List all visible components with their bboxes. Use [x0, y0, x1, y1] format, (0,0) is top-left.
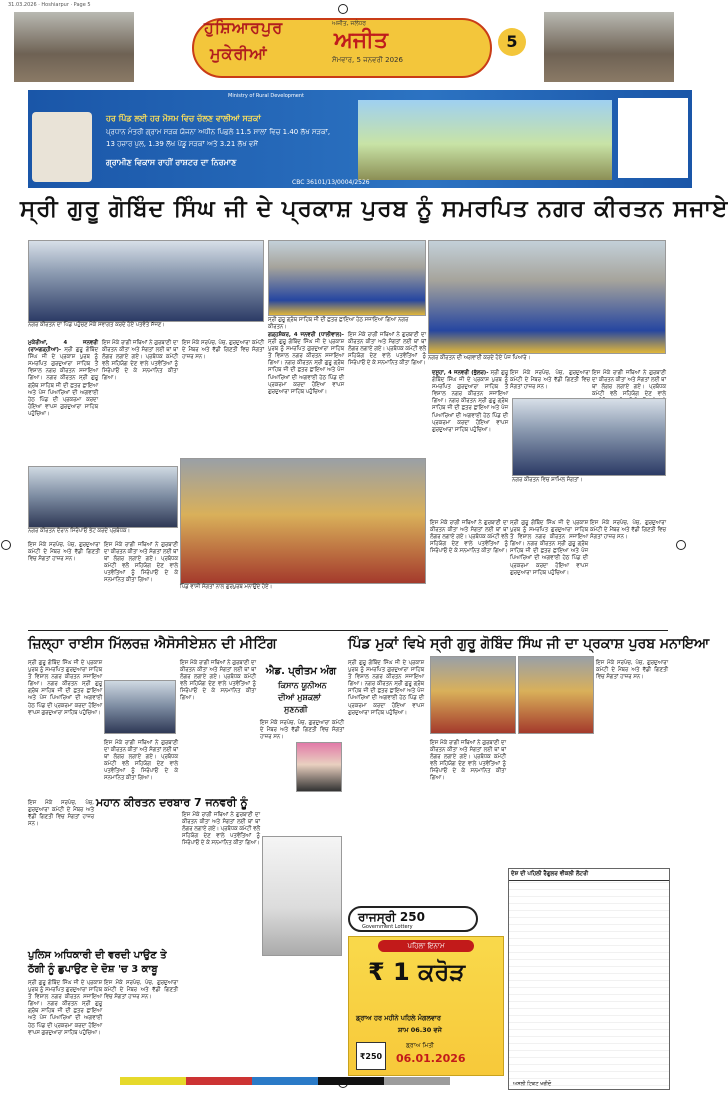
- body-p3-c: ਇਸ ਮੌਕੇ ਸਰਪੰਚ, ਪੰਚ, ਗੁਰਦੁਆਰਾ ਕਮੇਟੀ ਦੇ ਮੈਂਬਰ ਅਤੇ ਵੱਡੀ ਗਿਣਤੀ ਵਿਚ ਸੰਗਤਾਂ ਹਾਜ਼ਰ ਸਨ।: [510, 370, 590, 391]
- ad-logo-panel: [618, 98, 688, 178]
- rice-body-4: ਇਸ ਮੌਕੇ ਰਾਗੀ ਜਥਿਆਂ ਨੇ ਗੁਰਬਾਣੀ ਦਾ ਕੀਰਤਨ ਕੀਤਾ ਅਤੇ ਸੰਗਤਾਂ ਲਈ ਥਾਂ ਥਾਂ ਲੰਗਰ ਲਗਾਏ ਗਏ। ਪ੍ਰਬੰਧਕ ਕਮੇਟੀ ਵਲੋਂ ਸਹਿਯੋਗ ਦੇਣ ਵਾਲੇ ਪਤਵੰਤਿਆਂ ਨੂੰ ਸਿਰੋਪਾਓ ਦੇ ਕੇ ਸਨਮਾਨਿਤ ਕੀਤਾ ਗਿਆ।: [104, 740, 178, 782]
- caption-2: ਸ੍ਰੀ ਗੁਰੂ ਗ੍ਰੰਥ ਸਾਹਿਬ ਜੀ ਦੀ ਛਤਰ ਛਾਇਆ ਹੇਠ ਸਜਾਇਆ ਗਿਆ ਨਗਰ ਕੀਰਤਨ।: [268, 317, 426, 331]
- body-p2-b: ਇਸ ਮੌਕੇ ਰਾਗੀ ਜਥਿਆਂ ਨੇ ਗੁਰਬਾਣੀ ਦਾ ਕੀਰਤਨ ਕੀਤਾ ਅਤੇ ਸੰਗਤਾਂ ਲਈ ਥਾਂ ਥਾਂ ਲੰਗਰ ਲਗਾਏ ਗਏ। ਪ੍ਰਬੰਧਕ ਕਮੇਟੀ ਵਲੋਂ ਸਹਿਯੋਗ ਦੇਣ ਵਾਲੇ ਪਤਵੰਤਿਆਂ ਨੂੰ ਸਿਰੋਪਾਓ ਦੇ ਕੇ ਸਨਮਾਨਿਤ ਕੀਤਾ ਗਿਆ।: [348, 332, 426, 367]
- mukan-col-1: [348, 660, 424, 860]
- government-ad: [28, 90, 692, 188]
- article-col-6: [28, 542, 100, 614]
- kisan-headline-1: ਐਡ. ਪ੍ਰੀਤਮ ਅੰਗ: [266, 666, 337, 677]
- body-p3-a: ਇਸ ਮੌਕੇ ਸਰਪੰਚ, ਪੰਚ, ਗੁਰਦੁਆਰਾ ਕਮੇਟੀ ਦੇ ਮੈਂਬਰ ਅਤੇ ਵੱਡੀ ਗਿਣਤੀ ਵਿਚ ਸੰਗਤਾਂ ਹਾਜ਼ਰ ਸਨ।: [182, 340, 264, 361]
- police-col-2: [104, 980, 178, 1072]
- byline-2: ਗੜ੍ਹਸ਼ੰਕਰ, 4 ਜਨਵਰੀ (ਧਾਲੀਵਾਲ)-: [268, 332, 344, 338]
- photo-ceremony: [180, 458, 426, 584]
- rice-col-1: [28, 660, 102, 788]
- article-col-5: [348, 332, 426, 456]
- photo-nishan: [512, 398, 666, 476]
- classified-footer: ਅਸਲੀ ਟਿਕਟ ਖਰੀਦੋ: [513, 1081, 552, 1087]
- ad-org: Ministry of Rural Development: [228, 93, 305, 99]
- classified-ads: [508, 868, 670, 1090]
- caption-3: ਨਗਰ ਕੀਰਤਨ ਦੀ ਅਗਵਾਈ ਕਰਦੇ ਹੋਏ ਪੰਜ ਪਿਆਰੇ।: [428, 355, 666, 362]
- city-line-2: ਮੁਕੇਰੀਆਂ: [210, 44, 268, 63]
- ticket-price: ₹250: [356, 1042, 386, 1070]
- masthead: [14, 12, 674, 84]
- article-col-7: [104, 542, 178, 614]
- police-headline-1: ਪੁਲਿਸ ਅਧਿਕਾਰੀ ਦੀ ਵਰਦੀ ਪਾਉਣ ਤੇ: [28, 950, 167, 961]
- caption-5: ਪਿੰਡ ਵਾਸੀ ਸੰਗਤਾਂ ਨਾਲ ਗੁਰਪੁਰਬ ਮਨਾਉਂਦੇ ਹੋਏ।: [180, 584, 426, 591]
- caption-6: ਨਗਰ ਕੀਰਤਨ ਵਿਚ ਸ਼ਾਮਿਲ ਸੰਗਤਾਂ।: [512, 477, 666, 484]
- kisan-headline-2: ਕਿਸਾਨ ਯੂਨੀਅਨ: [278, 681, 327, 690]
- photo-meeting: [104, 680, 176, 734]
- article-col-11: [430, 520, 508, 624]
- city-line-1: ਹੁਸ਼ਿਆਰਪੁਰ: [204, 18, 284, 37]
- body-p3-d: ਇਸ ਮੌਕੇ ਸਰਪੰਚ, ਪੰਚ, ਗੁਰਦੁਆਰਾ ਕਮੇਟੀ ਦੇ ਮੈਂਬਰ ਅਤੇ ਵੱਡੀ ਗਿਣਤੀ ਵਿਚ ਸੰਗਤਾਂ ਹਾਜ਼ਰ ਸਨ।: [590, 520, 666, 541]
- article-col-9: [510, 370, 590, 400]
- article-col-12: [510, 520, 588, 624]
- photo-mukan-2: [518, 656, 594, 734]
- draw-date-label: ਡ੍ਰਾਅ ਮਿਤੀ: [406, 1042, 434, 1049]
- caption-1: ਨਗਰ ਕੀਰਤਨ ਦਾ ਪਿੰਡ ਪਹੁੰਚਣ ਮੌਕੇ ਸਵਾਗਤ ਕਰਦੇ ਹੋਏ ਪਤਵੰਤੇ ਸੱਜਣ।: [28, 322, 264, 329]
- ad-code: CBC 36101/13/0004/2526: [292, 179, 370, 186]
- masthead-small: ਅਜੀਤ, ਜਲੰਧਰ: [332, 20, 367, 27]
- ad-line-2: 13 ਹਜ਼ਾਰ ਪੁਲ, 1.39 ਲੱਖ ਪੇਂਡੂ ਸੜਕਾਂ ਅਤੇ 3.21 ਲੱਖ ਵਸੋਂ: [106, 140, 258, 148]
- police-body-1: ਸ੍ਰੀ ਗੁਰੂ ਗੋਬਿੰਦ ਸਿੰਘ ਜੀ ਦੇ ਪ੍ਰਕਾਸ਼ ਪੁਰਬ ਨੂੰ ਸਮਰਪਿਤ ਗੁਰਦੁਆਰਾ ਸਾਹਿਬ ਤੋਂ ਵਿਸ਼ਾਲ ਨਗਰ ਕੀਰਤਨ ਸਜਾਇਆ ਗਿਆ। ਨਗਰ ਕੀਰਤਨ ਸ੍ਰੀ ਗੁਰੂ ਗ੍ਰੰਥ ਸਾਹਿਬ ਜੀ ਦੀ ਛਤਰ ਛਾਇਆ ਅਤੇ ਪੰਜ ਪਿਆਰਿਆਂ ਦੀ ਅਗਵਾਈ ਹੇਠ ਪਿੰਡ ਦੀ ਪ੍ਰਕਰਮਾ ਕਰਦਾ ਹੋਇਆ ਵਾਪਸ ਗੁਰਦੁਆਰਾ ਸਾਹਿਬ ਪਹੁੰਚਿਆ।: [28, 980, 102, 1036]
- rice-col-2: [180, 660, 256, 788]
- page-number: 5: [498, 28, 526, 56]
- body-p1-d: ਸ੍ਰੀ ਗੁਰੂ ਗੋਬਿੰਦ ਸਿੰਘ ਜੀ ਦੇ ਪ੍ਰਕਾਸ਼ ਪੁਰਬ ਨੂੰ ਸਮਰਪਿਤ ਗੁਰਦੁਆਰਾ ਸਾਹਿਬ ਤੋਂ ਵਿਸ਼ਾਲ ਨਗਰ ਕੀਰਤਨ ਸਜਾਇਆ ਗਿਆ। ਨਗਰ ਕੀਰਤਨ ਸ੍ਰੀ ਗੁਰੂ ਗ੍ਰੰਥ ਸਾਹਿਬ ਜੀ ਦੀ ਛਤਰ ਛਾਇਆ ਅਤੇ ਪੰਜ ਪਿਆਰਿਆਂ ਦੀ ਅਗਵਾਈ ਹੇਠ ਪਿੰਡ ਦੀ ਪ੍ਰਕਰਮਾ ਕਰਦਾ ਹੋਇਆ ਵਾਪਸ ਗੁਰਦੁਆਰਾ ਸਾਹਿਬ ਪਹੁੰਚਿਆ।: [510, 520, 588, 576]
- kisan-body: ਇਸ ਮੌਕੇ ਸਰਪੰਚ, ਪੰਚ, ਗੁਰਦੁਆਰਾ ਕਮੇਟੀ ਦੇ ਮੈਂਬਰ ਅਤੇ ਵੱਡੀ ਗਿਣਤੀ ਵਿਚ ਸੰਗਤਾਂ ਹਾਜ਼ਰ ਸਨ।: [260, 720, 344, 741]
- body-p2-c: ਇਸ ਮੌਕੇ ਰਾਗੀ ਜਥਿਆਂ ਨੇ ਗੁਰਬਾਣੀ ਦਾ ਕੀਰਤਨ ਕੀਤਾ ਅਤੇ ਸੰਗਤਾਂ ਲਈ ਥਾਂ ਥਾਂ ਲੰਗਰ ਲਗਾਏ ਗਏ। ਪ੍ਰਬੰਧਕ ਕਮੇਟੀ ਵਲੋਂ ਸਹਿਯੋਗ ਦੇਣ ਵਾਲੇ ਪਤਵੰਤਿਆਂ ਨੂੰ ਸਿਰੋਪਾਓ ਦੇ ਕੇ ਸਨਮਾਨਿਤ ਕੀਤਾ ਗਿਆ।: [104, 542, 178, 584]
- body-p3-b: ਇਸ ਮੌਕੇ ਸਰਪੰਚ, ਪੰਚ, ਗੁਰਦੁਆਰਾ ਕਮੇਟੀ ਦੇ ਮੈਂਬਰ ਅਤੇ ਵੱਡੀ ਗਿਣਤੀ ਵਿਚ ਸੰਗਤਾਂ ਹਾਜ਼ਰ ਸਨ।: [28, 542, 100, 563]
- print-slug: 31.03.2026 · Hoshiarpur · Page 5: [8, 2, 91, 8]
- body-p2-d: ਇਸ ਮੌਕੇ ਰਾਗੀ ਜਥਿਆਂ ਨੇ ਗੁਰਬਾਣੀ ਦਾ ਕੀਰਤਨ ਕੀਤਾ ਅਤੇ ਸੰਗਤਾਂ ਲਈ ਥਾਂ ਥਾਂ ਲੰਗਰ ਲਗਾਏ ਗਏ। ਪ੍ਰਬੰਧਕ ਕਮੇਟੀ ਵਲੋਂ ਸਹਿਯੋਗ ਦੇਣ ਵਾਲੇ: [592, 370, 666, 398]
- photo-sant: [262, 836, 342, 956]
- mukan-col-2: [430, 740, 506, 860]
- kirtan-darbar-headline: ਮਹਾਨ ਕੀਰਤਨ ਦਰਬਾਰ 7 ਜਨਵਰੀ ਨੂੰ: [96, 796, 248, 809]
- registration-mark: [1, 540, 11, 550]
- article-col-8: [432, 370, 508, 510]
- prize-amount: ₹ 1 ਕਰੋੜ: [368, 958, 466, 986]
- classified-top: ਦੇਸ਼ ਦੀ ਪਹਿਲੀ ਰੈਗੂਲਰ ਵੀਕਲੀ ਲੌਟਰੀ: [509, 869, 669, 881]
- rice-col-4: [104, 740, 178, 940]
- police-body-2: ਇਸ ਮੌਕੇ ਸਰਪੰਚ, ਪੰਚ, ਗੁਰਦੁਆਰਾ ਕਮੇਟੀ ਦੇ ਮੈਂਬਰ ਅਤੇ ਵੱਡੀ ਗਿਣਤੀ ਵਿਚ ਸੰਗਤਾਂ ਹਾਜ਼ਰ ਸਨ।: [104, 980, 178, 1001]
- ad-headline: ਹਰ ਪਿੰਡ ਲਈ ਹਰ ਮੌਸਮ ਵਿਚ ਚੱਲਣ ਵਾਲੀਆਂ ਸੜਕਾਂ: [106, 114, 261, 123]
- body-p1-c: ਸ੍ਰੀ ਗੁਰੂ ਗੋਬਿੰਦ ਸਿੰਘ ਜੀ ਦੇ ਪ੍ਰਕਾਸ਼ ਪੁਰਬ ਨੂੰ ਸਮਰਪਿਤ ਗੁਰਦੁਆਰਾ ਸਾਹਿਬ ਤੋਂ ਵਿਸ਼ਾਲ ਨਗਰ ਕੀਰਤਨ ਸਜਾਇਆ ਗਿਆ। ਨਗਰ ਕੀਰਤਨ ਸ੍ਰੀ ਗੁਰੂ ਗ੍ਰੰਥ ਸਾਹਿਬ ਜੀ ਦੀ ਛਤਰ ਛਾਇਆ ਅਤੇ ਪੰਜ ਪਿਆਰਿਆਂ ਦੀ ਅਗਵਾਈ ਹੇਠ ਪਿੰਡ ਦੀ ਪ੍ਰਕਰਮਾ ਕਰਦਾ ਹੋਇਆ ਵਾਪਸ ਗੁਰਦੁਆਰਾ ਸਾਹਿਬ ਪਹੁੰਚਿਆ।: [432, 370, 508, 433]
- mukan-headline: ਪਿੰਡ ਮੁਕਾਂ ਵਿਖੇ ਸ੍ਰੀ ਗੁਰੂ ਗੋਬਿੰਦ ਸਿੰਘ ਜੀ ਦਾ ਪ੍ਰਕਾਸ਼ ਪੁਰਬ ਮਨਾਇਆ: [348, 636, 710, 652]
- kisan-headline-3: ਦੀਆਂ ਮੁਸ਼ਕਲਾਂ: [278, 693, 321, 702]
- police-col-1: [28, 980, 102, 1072]
- rice-millers-headline: ਜ਼ਿਲ੍ਹਾ ਰਾਈਸ ਮਿੱਲਰਜ਼ ਐਸੋਸੀਏਸ਼ਨ ਦੀ ਮੀਟਿੰਗ: [28, 636, 277, 652]
- lottery-brand: ਰਾਜਸ੍ਰੀ 250: [358, 910, 425, 924]
- byline-3: ਦਸੂਹਾ, 4 ਜਨਵਰੀ (ਭੁੱਲਰ)-: [432, 370, 489, 376]
- draw-date: 06.01.2026: [396, 1052, 466, 1065]
- masthead-date: ਸੋਮਵਾਰ, 5 ਜਨਵਰੀ 2026: [332, 56, 403, 64]
- ad-line-1: ਪ੍ਰਧਾਨ ਮੰਤਰੀ ਗ੍ਰਾਮ ਸੜਕ ਯੋਜਨਾ ਅਧੀਨ ਪਿਛਲੇ 11.5 ਸਾਲਾਂ ਵਿਚ 1.40 ਲੱਖ ਸੜਕਾਂ,: [106, 128, 331, 136]
- mukan-body-2: ਇਸ ਮੌਕੇ ਰਾਗੀ ਜਥਿਆਂ ਨੇ ਗੁਰਬਾਣੀ ਦਾ ਕੀਰਤਨ ਕੀਤਾ ਅਤੇ ਸੰਗਤਾਂ ਲਈ ਥਾਂ ਥਾਂ ਲੰਗਰ ਲਗਾਏ ਗਏ। ਪ੍ਰਬੰਧਕ ਕਮੇਟੀ ਵਲੋਂ ਸਹਿਯੋਗ ਦੇਣ ਵਾਲੇ ਪਤਵੰਤਿਆਂ ਨੂੰ ਸਿਰੋਪਾਓ ਦੇ ਕੇ ਸਨਮਾਨਿਤ ਕੀਤਾ ਗਿਆ।: [430, 740, 506, 782]
- main-headline: ਸ੍ਰੀ ਗੁਰੂ ਗੋਬਿੰਦ ਸਿੰਘ ਜੀ ਦੇ ਪ੍ਰਕਾਸ਼ ਪੁਰਬ ਨੂੰ ਸਮਰਪਿਤ ਨਗਰ ਕੀਰਤਨ ਸਜਾਏ: [20, 196, 728, 222]
- lottery-sub: Government Lottery: [362, 924, 413, 930]
- body-p1-b: ਸ੍ਰੀ ਗੁਰੂ ਗੋਬਿੰਦ ਸਿੰਘ ਜੀ ਦੇ ਪ੍ਰਕਾਸ਼ ਪੁਰਬ ਨੂੰ ਸਮਰਪਿਤ ਗੁਰਦੁਆਰਾ ਸਾਹਿਬ ਤੋਂ ਵਿਸ਼ਾਲ ਨਗਰ ਕੀਰਤਨ ਸਜਾਇਆ ਗਿਆ। ਨਗਰ ਕੀਰਤਨ ਸ੍ਰੀ ਗੁਰੂ ਗ੍ਰੰਥ ਸਾਹਿਬ ਜੀ ਦੀ ਛਤਰ ਛਾਇਆ ਅਤੇ ਪੰਜ ਪਿਆਰਿਆਂ ਦੀ ਅਗਵਾਈ ਹੇਠ ਪਿੰਡ ਦੀ ਪ੍ਰਕਰਮਾ ਕਰਦਾ ਹੋਇਆ ਵਾਪਸ ਗੁਰਦੁਆਰਾ ਸਾਹਿਬ ਪਹੁੰਚਿਆ।: [268, 339, 344, 395]
- caption-4: ਨਗਰ ਕੀਰਤਨ ਦੌਰਾਨ ਸਿਰੋਪਾਓ ਭੇਟ ਕਰਦੇ ਪ੍ਰਬੰਧਕ।: [28, 528, 178, 535]
- photo-procession-3: [428, 240, 666, 354]
- kirtan-body: ਇਸ ਮੌਕੇ ਰਾਗੀ ਜਥਿਆਂ ਨੇ ਗੁਰਬਾਣੀ ਦਾ ਕੀਰਤਨ ਕੀਤਾ ਅਤੇ ਸੰਗਤਾਂ ਲਈ ਥਾਂ ਥਾਂ ਲੰਗਰ ਲਗਾਏ ਗਏ। ਪ੍ਰਬੰਧਕ ਕਮੇਟੀ ਵਲੋਂ ਸਹਿਯੋਗ ਦੇਣ ਵਾਲੇ ਪਤਵੰਤਿਆਂ ਨੂੰ ਸਿਰੋਪਾਓ ਦੇ ਕੇ ਸਨਮਾਨਿਤ ਕੀਤਾ ਗਿਆ।: [182, 812, 260, 847]
- draw-line: ਡ੍ਰਾਅ ਹਰ ਮਹੀਨੇ ਪਹਿਲੇ ਮੰਗਲਵਾਰ: [356, 1014, 441, 1022]
- color-bar: [120, 1077, 450, 1085]
- rice-body-2: ਇਸ ਮੌਕੇ ਰਾਗੀ ਜਥਿਆਂ ਨੇ ਗੁਰਬਾਣੀ ਦਾ ਕੀਰਤਨ ਕੀਤਾ ਅਤੇ ਸੰਗਤਾਂ ਲਈ ਥਾਂ ਥਾਂ ਲੰਗਰ ਲਗਾਏ ਗਏ। ਪ੍ਰਬੰਧਕ ਕਮੇਟੀ ਵਲੋਂ ਸਹਿਯੋਗ ਦੇਣ ਵਾਲੇ ਪਤਵੰਤਿਆਂ ਨੂੰ ਸਿਰੋਪਾਓ ਦੇ ਕੇ ਸਨਮਾਨਿਤ ਕੀਤਾ ਗਿਆ।: [180, 660, 256, 702]
- article-col-2: [102, 340, 178, 456]
- body-p2-a: ਇਸ ਮੌਕੇ ਰਾਗੀ ਜਥਿਆਂ ਨੇ ਗੁਰਬਾਣੀ ਦਾ ਕੀਰਤਨ ਕੀਤਾ ਅਤੇ ਸੰਗਤਾਂ ਲਈ ਥਾਂ ਥਾਂ ਲੰਗਰ ਲਗਾਏ ਗਏ। ਪ੍ਰਬੰਧਕ ਕਮੇਟੀ ਵਲੋਂ ਸਹਿਯੋਗ ਦੇਣ ਵਾਲੇ ਪਤਵੰਤਿਆਂ ਨੂੰ ਸਿਰੋਪਾਓ ਦੇ ਕੇ ਸਨਮਾਨਿਤ ਕੀਤਾ ਗਿਆ।: [102, 340, 178, 382]
- mukan-body-3: ਇਸ ਮੌਕੇ ਸਰਪੰਚ, ਪੰਚ, ਗੁਰਦੁਆਰਾ ਕਮੇਟੀ ਦੇ ਮੈਂਬਰ ਅਤੇ ਵੱਡੀ ਗਿਣਤੀ ਵਿਚ ਸੰਗਤਾਂ ਹਾਜ਼ਰ ਸਨ।: [596, 660, 668, 681]
- photo-portrait: [296, 742, 342, 792]
- divider: [28, 630, 668, 631]
- ad-road-scene: [358, 100, 612, 180]
- mukan-body-1: ਸ੍ਰੀ ਗੁਰੂ ਗੋਬਿੰਦ ਸਿੰਘ ਜੀ ਦੇ ਪ੍ਰਕਾਸ਼ ਪੁਰਬ ਨੂੰ ਸਮਰਪਿਤ ਗੁਰਦੁਆਰਾ ਸਾਹਿਬ ਤੋਂ ਵਿਸ਼ਾਲ ਨਗਰ ਕੀਰਤਨ ਸਜਾਇਆ ਗਿਆ। ਨਗਰ ਕੀਰਤਨ ਸ੍ਰੀ ਗੁਰੂ ਗ੍ਰੰਥ ਸਾਹਿਬ ਜੀ ਦੀ ਛਤਰ ਛਾਇਆ ਅਤੇ ਪੰਜ ਪਿਆਰਿਆਂ ਦੀ ਅਗਵਾਈ ਹੇਠ ਪਿੰਡ ਦੀ ਪ੍ਰਕਰਮਾ ਕਰਦਾ ਹੋਇਆ ਵਾਪਸ ਗੁਰਦੁਆਰਾ ਸਾਹਿਬ ਪਹੁੰਚਿਆ।: [348, 660, 424, 716]
- body-p2-e: ਇਸ ਮੌਕੇ ਰਾਗੀ ਜਥਿਆਂ ਨੇ ਗੁਰਬਾਣੀ ਦਾ ਕੀਰਤਨ ਕੀਤਾ ਅਤੇ ਸੰਗਤਾਂ ਲਈ ਥਾਂ ਥਾਂ ਲੰਗਰ ਲਗਾਏ ਗਏ। ਪ੍ਰਬੰਧਕ ਕਮੇਟੀ ਵਲੋਂ ਸਹਿਯੋਗ ਦੇਣ ਵਾਲੇ ਪਤਵੰਤਿਆਂ ਨੂੰ ਸਿਰੋਪਾਓ ਦੇ ਕੇ ਸਨਮਾਨਿਤ ਕੀਤਾ ਗਿਆ।: [430, 520, 508, 555]
- photo-procession-2: [268, 240, 426, 316]
- article-col-4: [268, 332, 344, 456]
- rice-body-1: ਸ੍ਰੀ ਗੁਰੂ ਗੋਬਿੰਦ ਸਿੰਘ ਜੀ ਦੇ ਪ੍ਰਕਾਸ਼ ਪੁਰਬ ਨੂੰ ਸਮਰਪਿਤ ਗੁਰਦੁਆਰਾ ਸਾਹਿਬ ਤੋਂ ਵਿਸ਼ਾਲ ਨਗਰ ਕੀਰਤਨ ਸਜਾਇਆ ਗਿਆ। ਨਗਰ ਕੀਰਤਨ ਸ੍ਰੀ ਗੁਰੂ ਗ੍ਰੰਥ ਸਾਹਿਬ ਜੀ ਦੀ ਛਤਰ ਛਾਇਆ ਅਤੇ ਪੰਜ ਪਿਆਰਿਆਂ ਦੀ ਅਗਵਾਈ ਹੇਠ ਪਿੰਡ ਦੀ ਪ੍ਰਕਰਮਾ ਕਰਦਾ ਹੋਇਆ ਵਾਪਸ ਗੁਰਦੁਆਰਾ ਸਾਹਿਬ ਪਹੁੰਚਿਆ।: [28, 660, 102, 716]
- byline-1: ਮੁਕੇਰੀਆਂ, 4 ਜਨਵਰੀ (ਰਾਮਗੜ੍ਹੀਆ)-: [28, 340, 98, 354]
- rice-col-3: [28, 800, 94, 944]
- photo-procession-1: [28, 240, 264, 322]
- lottery-ad: [348, 906, 504, 1096]
- police-headline-2: ਠੱਗੀ ਨੂੰ ਛੁਪਾਉਣ ਦੇ ਦੋਸ਼ 'ਚ 3 ਕਾਬੂ: [28, 964, 158, 975]
- photo-siropa: [28, 466, 178, 528]
- ad-line-3: ਗ੍ਰਾਮੀਣ ਵਿਕਾਸ ਰਾਹੀਂ ਰਾਸ਼ਟਰ ਦਾ ਨਿਰਮਾਣ: [106, 158, 237, 167]
- mukan-col-3: [596, 660, 668, 860]
- prize-label: ਪਹਿਲਾ ਇਨਾਮ: [378, 940, 474, 952]
- article-col-3: [182, 340, 264, 456]
- registration-mark: [676, 540, 686, 550]
- kisan-headline-4: ਸੁਣਨਗੀ: [284, 705, 308, 714]
- article-col-13: [590, 520, 666, 624]
- body-p1-a: ਸ੍ਰੀ ਗੁਰੂ ਗੋਬਿੰਦ ਸਿੰਘ ਜੀ ਦੇ ਪ੍ਰਕਾਸ਼ ਪੁਰਬ ਨੂੰ ਸਮਰਪਿਤ ਗੁਰਦੁਆਰਾ ਸਾਹਿਬ ਤੋਂ ਵਿਸ਼ਾਲ ਨਗਰ ਕੀਰਤਨ ਸਜਾਇਆ ਗਿਆ। ਨਗਰ ਕੀਰਤਨ ਸ੍ਰੀ ਗੁਰੂ ਗ੍ਰੰਥ ਸਾਹਿਬ ਜੀ ਦੀ ਛਤਰ ਛਾਇਆ ਅਤੇ ਪੰਜ ਪਿਆਰਿਆਂ ਦੀ ਅਗਵਾਈ ਹੇਠ ਪਿੰਡ ਦੀ ਪ੍ਰਕਰਮਾ ਕਰਦਾ ਹੋਇਆ ਵਾਪਸ ਗੁਰਦੁਆਰਾ ਸਾਹਿਬ ਪਹੁੰਚਿਆ।: [28, 347, 98, 417]
- photo-mukan-1: [430, 656, 516, 734]
- rice-body-3: ਇਸ ਮੌਕੇ ਸਰਪੰਚ, ਪੰਚ, ਗੁਰਦੁਆਰਾ ਕਮੇਟੀ ਦੇ ਮੈਂਬਰ ਅਤੇ ਵੱਡੀ ਗਿਣਤੀ ਵਿਚ ਸੰਗਤਾਂ ਹਾਜ਼ਰ ਸਨ।: [28, 800, 94, 828]
- masthead-photo-left: [14, 12, 134, 82]
- ad-portrait: [32, 112, 92, 182]
- article-col-10: [592, 370, 666, 400]
- masthead-brand: ਅਜੀਤ: [334, 28, 388, 53]
- kirtan-col: [182, 812, 260, 1072]
- masthead-photo-right: [544, 12, 674, 82]
- draw-time: ਸ਼ਾਮ 06.30 ਵਜੇ: [398, 1026, 442, 1034]
